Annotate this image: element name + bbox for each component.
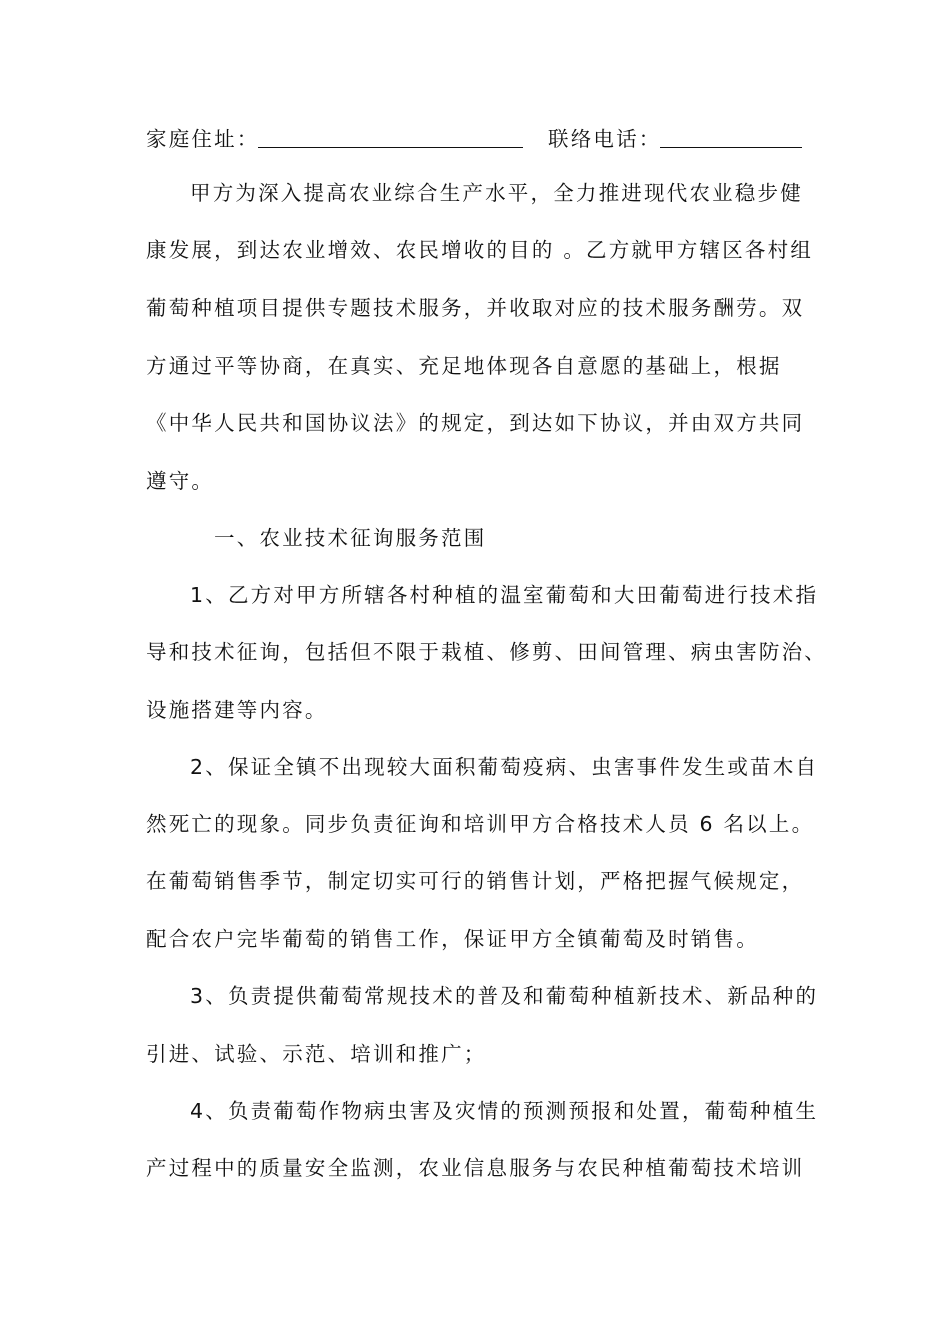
item-line: 2、保证全镇不出现较大面积葡萄疫病、虫害事件发生或苗木自 xyxy=(190,755,819,779)
contact-header xyxy=(146,124,811,154)
item-line: 设施搭建等内容。 xyxy=(146,698,328,722)
item-line: 配合农户完毕葡萄的销售工作，保证甲方全镇葡萄及时销售。 xyxy=(146,927,759,951)
item-line: 引进、试验、示范、培训和推广； xyxy=(146,1042,487,1066)
item-line: 4、负责葡萄作物病虫害及灾情的预测预报和处置，葡萄种植生 xyxy=(190,1099,819,1123)
address-label: 家庭住址： xyxy=(146,127,260,151)
item-line: 导和技术征询，包括但不限于栽植、修剪、田间管理、病虫害防治、 xyxy=(146,640,827,664)
paragraph-line: 方通过平等协商，在真实、充足地体现各自意愿的基础上，根据 xyxy=(146,354,782,378)
section-heading: 一、农业技术征询服务范围 xyxy=(214,526,487,550)
item-line: 1、乙方对甲方所辖各村种植的温室葡萄和大田葡萄进行技术指 xyxy=(190,583,819,607)
item-line: 在葡萄销售季节，制定切实可行的销售计划，严格把握气候规定， xyxy=(146,869,805,893)
paragraph-line: 康发展，到达农业增效、农民增收的目的 。乙方就甲方辖区各村组 xyxy=(146,238,814,262)
phone-header xyxy=(548,124,668,154)
paragraph-line: 甲方为深入提高农业综合生产水平，全力推进现代农业稳步健 xyxy=(190,181,803,205)
item-line: 然死亡的现象。同步负责征询和培训甲方合格技术人员 6 名以上。 xyxy=(146,812,815,836)
phone-blank-line xyxy=(660,147,802,148)
paragraph-line: 葡萄种植项目提供专题技术服务，并收取对应的技术服务酬劳。双 xyxy=(146,296,805,320)
item-line: 产过程中的质量安全监测，农业信息服务与农民种植葡萄技术培训 xyxy=(146,1156,805,1180)
paragraph-line: 遵守。 xyxy=(146,469,215,493)
address-blank-line xyxy=(258,147,523,148)
paragraph-line: 《中华人民共和国协议法》的规定，到达如下协议，并由双方共同 xyxy=(146,411,805,435)
phone-label: 联络电话： xyxy=(548,127,662,151)
item-line: 3、负责提供葡萄常规技术的普及和葡萄种植新技术、新品种的 xyxy=(190,984,819,1008)
